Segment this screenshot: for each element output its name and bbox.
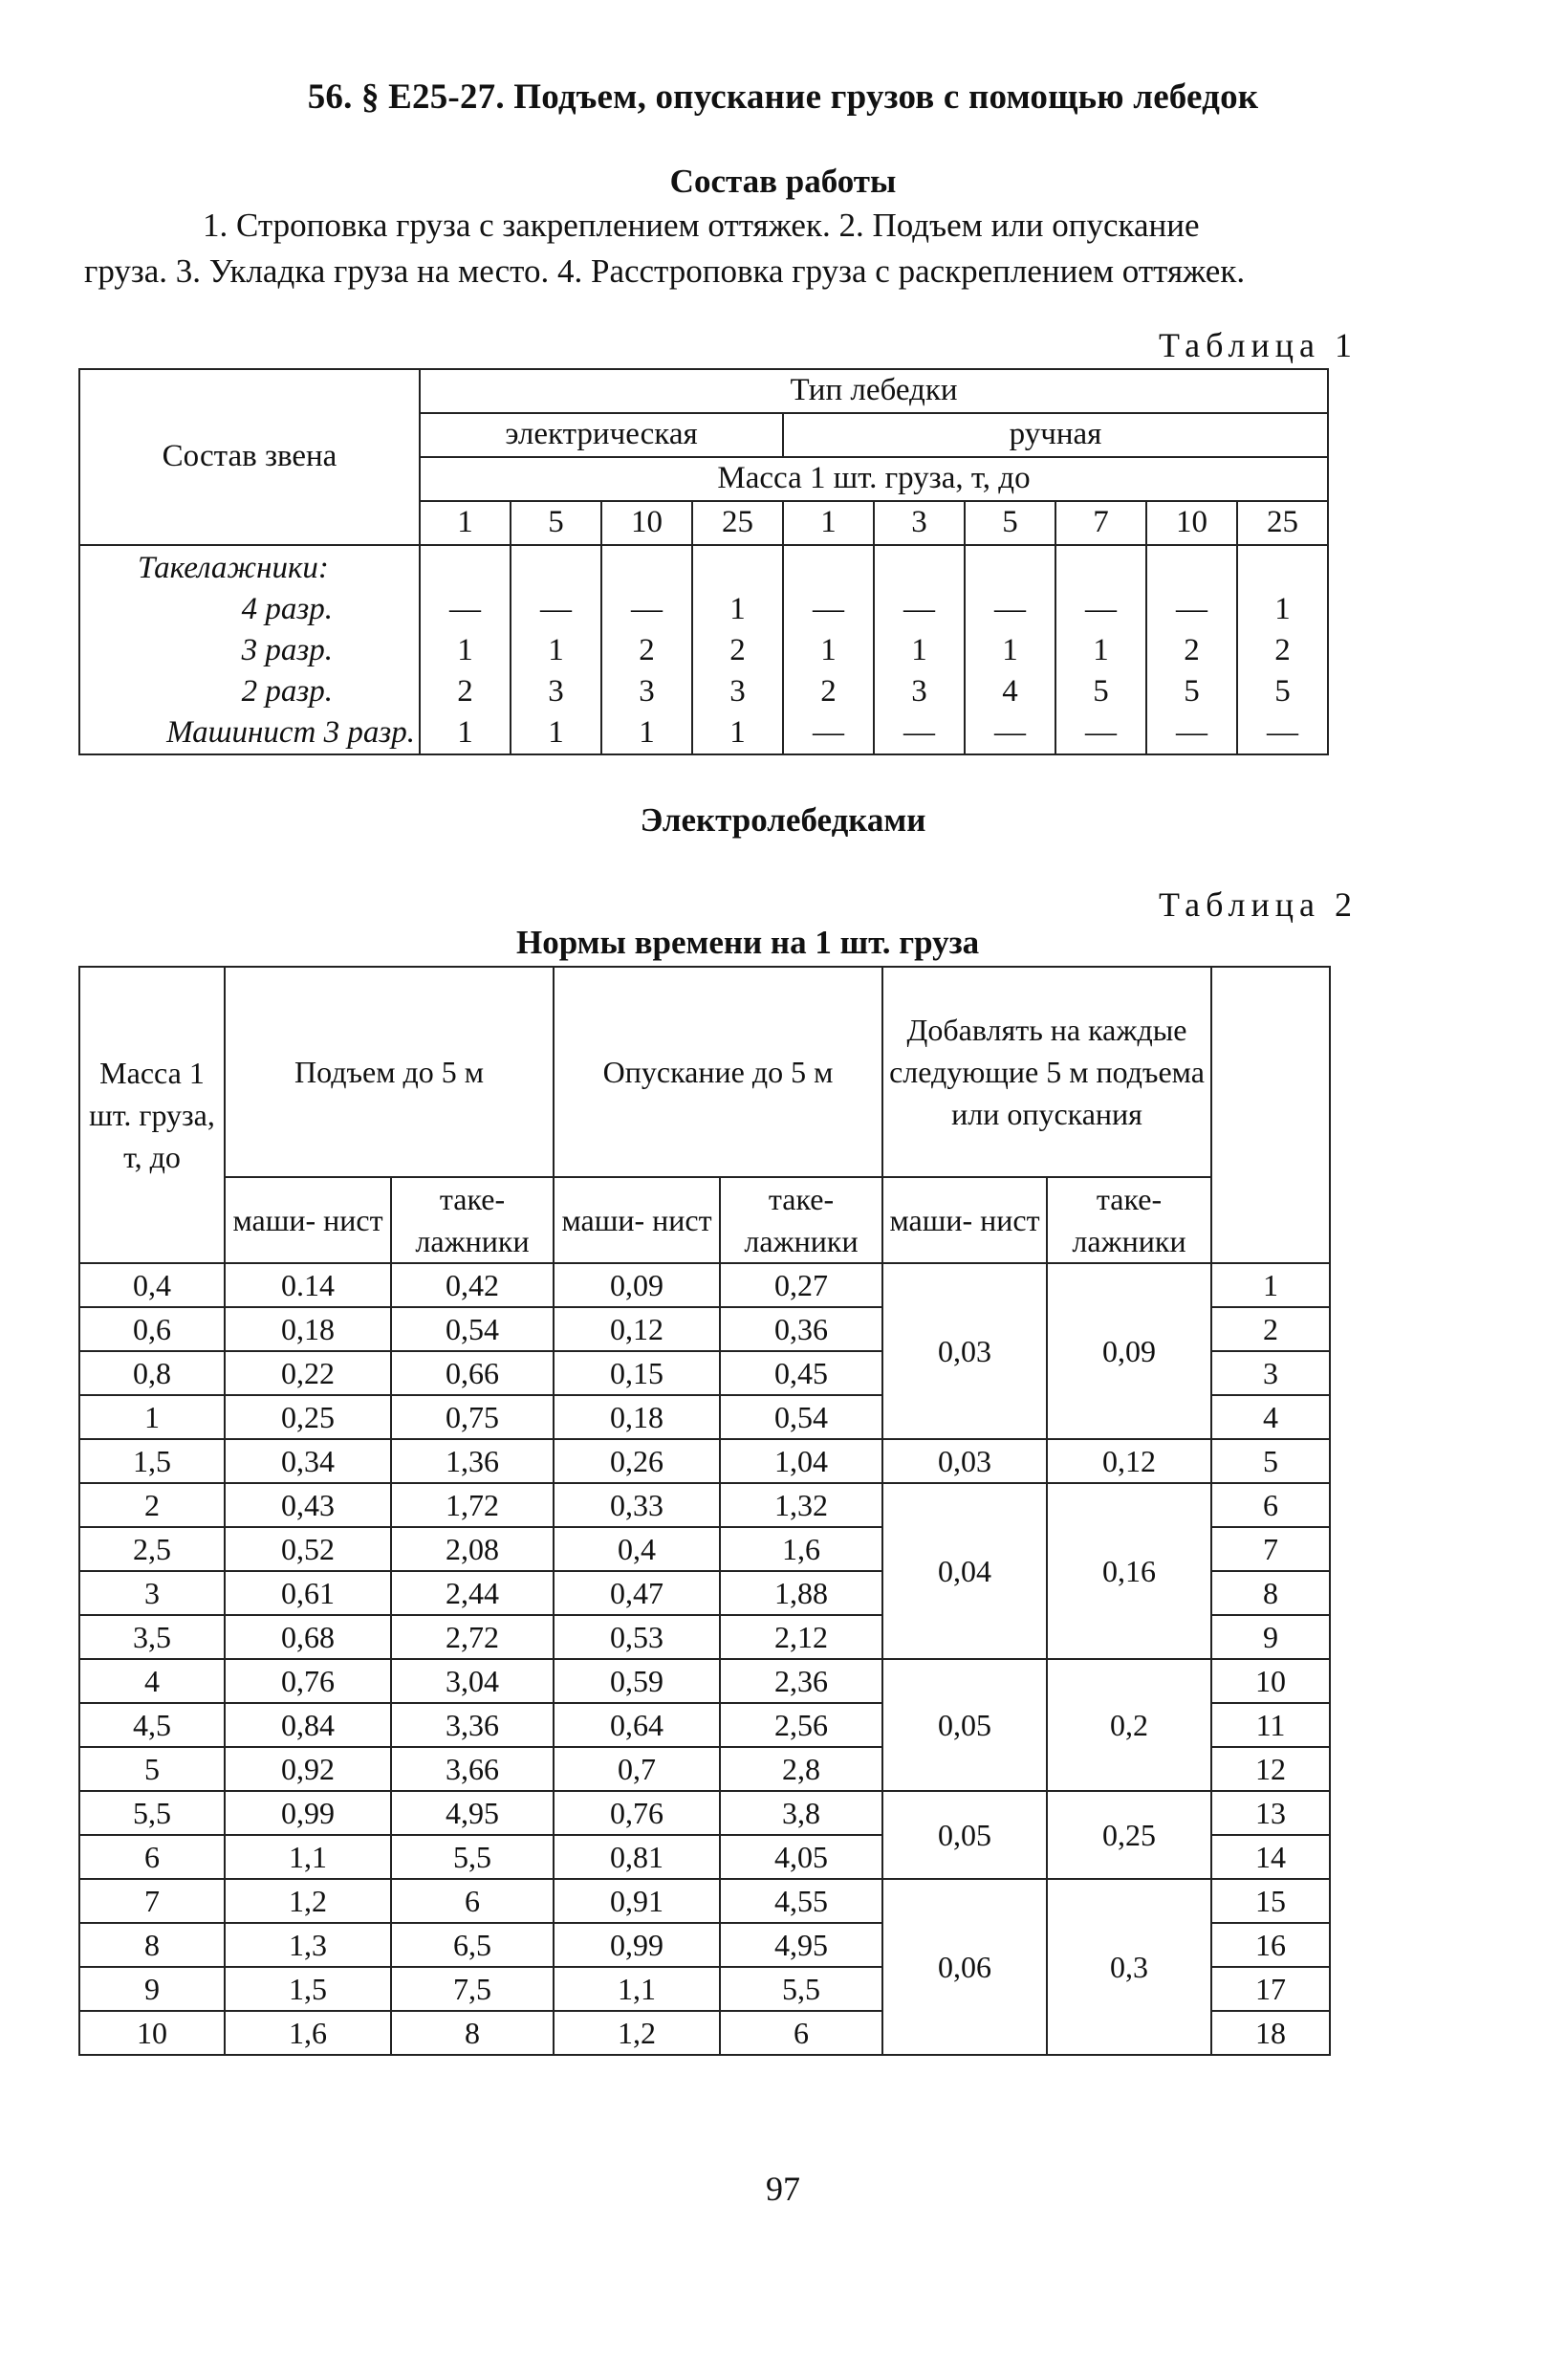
machinist-subheader: маши- нист [225, 1177, 391, 1263]
crew-count: 2 [820, 674, 837, 709]
lower-rigger-cell: 0,54 [720, 1395, 882, 1439]
lift-machinist-cell: 0,18 [225, 1307, 391, 1351]
add-rigger-cell: 0,16 [1047, 1483, 1211, 1659]
table2-title: Нормы времени на 1 шт. груза [516, 924, 980, 961]
crew-count [602, 548, 691, 589]
electro-heading: Электролебедками [640, 801, 926, 839]
row-number-header [1211, 967, 1330, 1263]
mass-cell: 5 [79, 1747, 225, 1791]
crew-count: 5 [1274, 674, 1291, 709]
crew-count: 1 [1093, 633, 1109, 667]
crew-count: — [631, 592, 663, 626]
work-heading: Состав работы [669, 163, 897, 200]
row-number-cell: 2 [1211, 1307, 1330, 1351]
mass-header: Масса 1 шт. груза, т, до [420, 457, 1328, 501]
lift-machinist-cell: 1,3 [225, 1923, 391, 1967]
crew-name: 2 разр. [241, 674, 333, 709]
lift-rigger-cell: 1,36 [391, 1439, 554, 1483]
crew-count: 2 [639, 633, 655, 667]
mass-cell: 0,8 [79, 1351, 225, 1395]
crew-count-cell [783, 545, 874, 754]
crew-count: 3 [729, 674, 746, 709]
add-rigger-cell: 0,25 [1047, 1791, 1211, 1879]
lower-rigger-cell: 4,55 [720, 1879, 882, 1923]
crew-count: 3 [911, 674, 927, 709]
lift-rigger-cell: 2,44 [391, 1571, 554, 1615]
mass-cell: 4,5 [79, 1703, 225, 1747]
lift-machinist-cell: 0,22 [225, 1351, 391, 1395]
lift-rigger-cell: 7,5 [391, 1967, 554, 2011]
rigger-subheader: таке- лажники [1047, 1177, 1211, 1263]
mass-cell: 9 [79, 1967, 225, 2011]
crew-count [693, 548, 782, 589]
crew-count: 2 [457, 674, 473, 709]
lift-rigger-cell: 6,5 [391, 1923, 554, 1967]
lift-rigger-cell: 3,36 [391, 1703, 554, 1747]
crew-count [511, 548, 600, 589]
row-number-cell: 14 [1211, 1835, 1330, 1879]
mass-cell: 2,5 [79, 1527, 225, 1571]
lift-machinist-cell: 1,6 [225, 2011, 391, 2055]
mass-value: 7 [1055, 501, 1146, 545]
table2-caption: Таблица 2 [1159, 885, 1358, 924]
crew-count: — [813, 715, 844, 750]
mass-value: 25 [692, 501, 783, 545]
crew-count: 1 [457, 715, 473, 750]
table-row [79, 1791, 1330, 1835]
lift-rigger-cell: 0,66 [391, 1351, 554, 1395]
mass-value: 10 [1146, 501, 1237, 545]
mass-cell: 6 [79, 1835, 225, 1879]
lower-rigger-cell: 6 [720, 2011, 882, 2055]
crew-count [875, 548, 964, 589]
crew-count: — [903, 592, 935, 626]
lower-rigger-cell: 1,6 [720, 1527, 882, 1571]
row-number-cell: 6 [1211, 1483, 1330, 1527]
add-col-header: Добавлять на каждые следующие 5 м подъема или опускания [882, 967, 1211, 1177]
row-number-cell: 7 [1211, 1527, 1330, 1571]
crew-count: 2 [1184, 633, 1200, 667]
electric-header: электрическая [420, 413, 783, 457]
lower-machinist-cell: 0,64 [554, 1703, 720, 1747]
lower-rigger-cell: 2,56 [720, 1703, 882, 1747]
crew-name: 4 разр. [241, 592, 333, 626]
row-number-cell: 4 [1211, 1395, 1330, 1439]
mass-value: 1 [420, 501, 511, 545]
crew-count: 3 [548, 674, 564, 709]
work-text-line2: груза. 3. Укладка груза на место. 4. Расстроповка груза с раскреплением оттяжек. [84, 252, 1246, 290]
crew-count: — [1176, 592, 1207, 626]
work-description [84, 203, 1358, 295]
lower-rigger-cell: 1,32 [720, 1483, 882, 1527]
lift-machinist-cell: 0,99 [225, 1791, 391, 1835]
crew-count-cell [601, 545, 692, 754]
lower-rigger-cell: 0,45 [720, 1351, 882, 1395]
lower-rigger-cell: 4,95 [720, 1923, 882, 1967]
lift-machinist-cell: 0,34 [225, 1439, 391, 1483]
crew-count: — [540, 592, 572, 626]
lower-machinist-cell: 0,47 [554, 1571, 720, 1615]
mass-cell: 1 [79, 1395, 225, 1439]
mass-value: 10 [601, 501, 692, 545]
rigger-subheader: таке- лажники [391, 1177, 554, 1263]
table-row [79, 1483, 1330, 1527]
crew-count: — [449, 592, 481, 626]
table-row [79, 1263, 1330, 1307]
mass-value: 25 [1237, 501, 1328, 545]
lower-rigger-cell: 2,8 [720, 1747, 882, 1791]
crew-count: — [1267, 715, 1298, 750]
mass-cell: 4 [79, 1659, 225, 1703]
lift-col-header: Подъем до 5 м [225, 967, 554, 1177]
mass-cell: 3 [79, 1571, 225, 1615]
lift-rigger-cell: 5,5 [391, 1835, 554, 1879]
lift-machinist-cell: 0,61 [225, 1571, 391, 1615]
row-number-cell: 8 [1211, 1571, 1330, 1615]
row-number-cell: 9 [1211, 1615, 1330, 1659]
section-title: 56. § Е25-27. Подъем, опускание грузов с помощью лебедок [307, 77, 1259, 117]
lower-machinist-cell: 0,09 [554, 1263, 720, 1307]
lift-rigger-cell: 2,72 [391, 1615, 554, 1659]
lift-machinist-cell: 0,92 [225, 1747, 391, 1791]
crew-count [966, 548, 1055, 589]
lift-machinist-cell: 0,52 [225, 1527, 391, 1571]
lift-rigger-cell: 3,04 [391, 1659, 554, 1703]
work-text-line1: 1. Строповка груза с закреплением оттяжек. 2. Подъем или опускание [203, 207, 1200, 244]
lower-machinist-cell: 0,18 [554, 1395, 720, 1439]
add-machinist-cell: 0,05 [882, 1791, 1047, 1879]
crew-count-cell [511, 545, 601, 754]
crew-count [1147, 548, 1236, 589]
lift-rigger-cell: 2,08 [391, 1527, 554, 1571]
manual-header: ручная [783, 413, 1328, 457]
row-number-cell: 18 [1211, 2011, 1330, 2055]
mass-cell: 0,4 [79, 1263, 225, 1307]
lift-machinist-cell: 0,84 [225, 1703, 391, 1747]
lower-rigger-cell: 1,04 [720, 1439, 882, 1483]
crew-count: 2 [729, 633, 746, 667]
add-rigger-cell: 0,3 [1047, 1879, 1211, 2055]
lift-rigger-cell: 1,72 [391, 1483, 554, 1527]
lower-col-header: Опускание до 5 м [554, 967, 882, 1177]
table1-caption: Таблица 1 [1159, 326, 1358, 364]
crew-count: 1 [729, 592, 746, 626]
lower-rigger-cell: 1,88 [720, 1571, 882, 1615]
crew-count: 2 [1274, 633, 1291, 667]
crew-count: — [903, 715, 935, 750]
lift-machinist-cell: 1,5 [225, 1967, 391, 2011]
lower-rigger-cell: 4,05 [720, 1835, 882, 1879]
table-row [79, 1659, 1330, 1703]
row-number-cell: 5 [1211, 1439, 1330, 1483]
crew-count: 4 [1002, 674, 1018, 709]
crew-count: — [813, 592, 844, 626]
row-number-cell: 15 [1211, 1879, 1330, 1923]
row-number-cell: 1 [1211, 1263, 1330, 1307]
lift-machinist-cell: 0,43 [225, 1483, 391, 1527]
mass-cell: 10 [79, 2011, 225, 2055]
crew-count [1238, 548, 1327, 589]
row-number-cell: 10 [1211, 1659, 1330, 1703]
crew-count: 1 [1002, 633, 1018, 667]
add-machinist-cell: 0,03 [882, 1263, 1047, 1439]
row-number-cell: 3 [1211, 1351, 1330, 1395]
add-rigger-cell: 0,12 [1047, 1439, 1211, 1483]
lower-machinist-cell: 0,26 [554, 1439, 720, 1483]
lower-machinist-cell: 0,4 [554, 1527, 720, 1571]
lower-rigger-cell: 2,12 [720, 1615, 882, 1659]
add-machinist-cell: 0,04 [882, 1483, 1047, 1659]
lower-machinist-cell: 1,1 [554, 1967, 720, 2011]
crew-table [78, 368, 1329, 755]
add-rigger-cell: 0,2 [1047, 1659, 1211, 1791]
crew-count: 1 [548, 715, 564, 750]
add-machinist-cell: 0,06 [882, 1879, 1047, 2055]
crew-count: 1 [820, 633, 837, 667]
mass-cell: 0,6 [79, 1307, 225, 1351]
add-rigger-cell: 0,09 [1047, 1263, 1211, 1439]
row-number-cell: 17 [1211, 1967, 1330, 2011]
lower-rigger-cell: 2,36 [720, 1659, 882, 1703]
page-number: 97 [766, 2170, 800, 2208]
crew-count: — [1085, 715, 1117, 750]
mass-cell: 7 [79, 1879, 225, 1923]
lower-machinist-cell: 1,2 [554, 2011, 720, 2055]
winch-type-header: Тип лебедки [420, 369, 1328, 413]
lift-machinist-cell: 0.14 [225, 1263, 391, 1307]
crew-name: Машинист 3 разр. [166, 715, 415, 750]
crew-count-cell [874, 545, 965, 754]
crew-body-row [79, 545, 1328, 754]
crew-count-cell [420, 545, 511, 754]
lower-machinist-cell: 0,59 [554, 1659, 720, 1703]
mass-value: 5 [511, 501, 601, 545]
crew-count: 5 [1093, 674, 1109, 709]
lower-rigger-cell: 3,8 [720, 1791, 882, 1835]
lower-machinist-cell: 0,33 [554, 1483, 720, 1527]
lift-machinist-cell: 0,25 [225, 1395, 391, 1439]
crew-count: 1 [729, 715, 746, 750]
mass-cell: 5,5 [79, 1791, 225, 1835]
machinist-subheader: маши- нист [554, 1177, 720, 1263]
lift-machinist-cell: 1,1 [225, 1835, 391, 1879]
add-machinist-cell: 0,03 [882, 1439, 1047, 1483]
crew-count [1056, 548, 1145, 589]
crew-count [421, 548, 510, 589]
lower-rigger-cell: 5,5 [720, 1967, 882, 2011]
lift-rigger-cell: 8 [391, 2011, 554, 2055]
lift-rigger-cell: 6 [391, 1879, 554, 1923]
table-row [79, 1879, 1330, 1923]
crew-count: — [994, 715, 1026, 750]
crew-count: 5 [1184, 674, 1200, 709]
lower-machinist-cell: 0,12 [554, 1307, 720, 1351]
row-number-cell: 12 [1211, 1747, 1330, 1791]
lift-machinist-cell: 1,2 [225, 1879, 391, 1923]
crew-count: 1 [548, 633, 564, 667]
crew-count: — [1176, 715, 1207, 750]
crew-header: Состав звена [79, 369, 420, 545]
mass-cell: 1,5 [79, 1439, 225, 1483]
mass-value: 1 [783, 501, 874, 545]
lower-machinist-cell: 0,7 [554, 1747, 720, 1791]
crew-names-cell [79, 545, 420, 754]
row-number-cell: 16 [1211, 1923, 1330, 1967]
time-norms-table [78, 966, 1331, 2056]
mass-cell: 8 [79, 1923, 225, 1967]
crew-count-cell [965, 545, 1055, 754]
crew-count-cell [1146, 545, 1237, 754]
crew-count: 3 [639, 674, 655, 709]
crew-name: 3 разр. [241, 633, 333, 667]
lower-machinist-cell: 0,81 [554, 1835, 720, 1879]
crew-name: Такелажники: [138, 551, 329, 585]
crew-count: — [994, 592, 1026, 626]
lift-rigger-cell: 3,66 [391, 1747, 554, 1791]
crew-count: — [1085, 592, 1117, 626]
row-number-cell: 11 [1211, 1703, 1330, 1747]
mass-value: 3 [874, 501, 965, 545]
lift-rigger-cell: 0,42 [391, 1263, 554, 1307]
add-machinist-cell: 0,05 [882, 1659, 1047, 1791]
row-number-cell: 13 [1211, 1791, 1330, 1835]
crew-count [784, 548, 873, 589]
lift-machinist-cell: 0,76 [225, 1659, 391, 1703]
lower-machinist-cell: 0,76 [554, 1791, 720, 1835]
mass-value: 5 [965, 501, 1055, 545]
mass-cell: 2 [79, 1483, 225, 1527]
rigger-subheader: таке- лажники [720, 1177, 882, 1263]
lower-rigger-cell: 0,27 [720, 1263, 882, 1307]
table-row [79, 1439, 1330, 1483]
lower-rigger-cell: 0,36 [720, 1307, 882, 1351]
crew-count: 1 [457, 633, 473, 667]
mass-cell: 3,5 [79, 1615, 225, 1659]
lift-machinist-cell: 0,68 [225, 1615, 391, 1659]
lift-rigger-cell: 0,75 [391, 1395, 554, 1439]
mass-col-header: Масса 1 шт. груза, т, до [79, 967, 225, 1263]
crew-count: 1 [639, 715, 655, 750]
machinist-subheader: маши- нист [882, 1177, 1047, 1263]
crew-count-cell [692, 545, 783, 754]
lower-machinist-cell: 0,53 [554, 1615, 720, 1659]
lift-rigger-cell: 0,54 [391, 1307, 554, 1351]
crew-count-cell [1237, 545, 1328, 754]
crew-count-cell [1055, 545, 1146, 754]
lower-machinist-cell: 0,99 [554, 1923, 720, 1967]
crew-count: 1 [911, 633, 927, 667]
lower-machinist-cell: 0,91 [554, 1879, 720, 1923]
crew-count: 1 [1274, 592, 1291, 626]
lift-rigger-cell: 4,95 [391, 1791, 554, 1835]
lower-machinist-cell: 0,15 [554, 1351, 720, 1395]
